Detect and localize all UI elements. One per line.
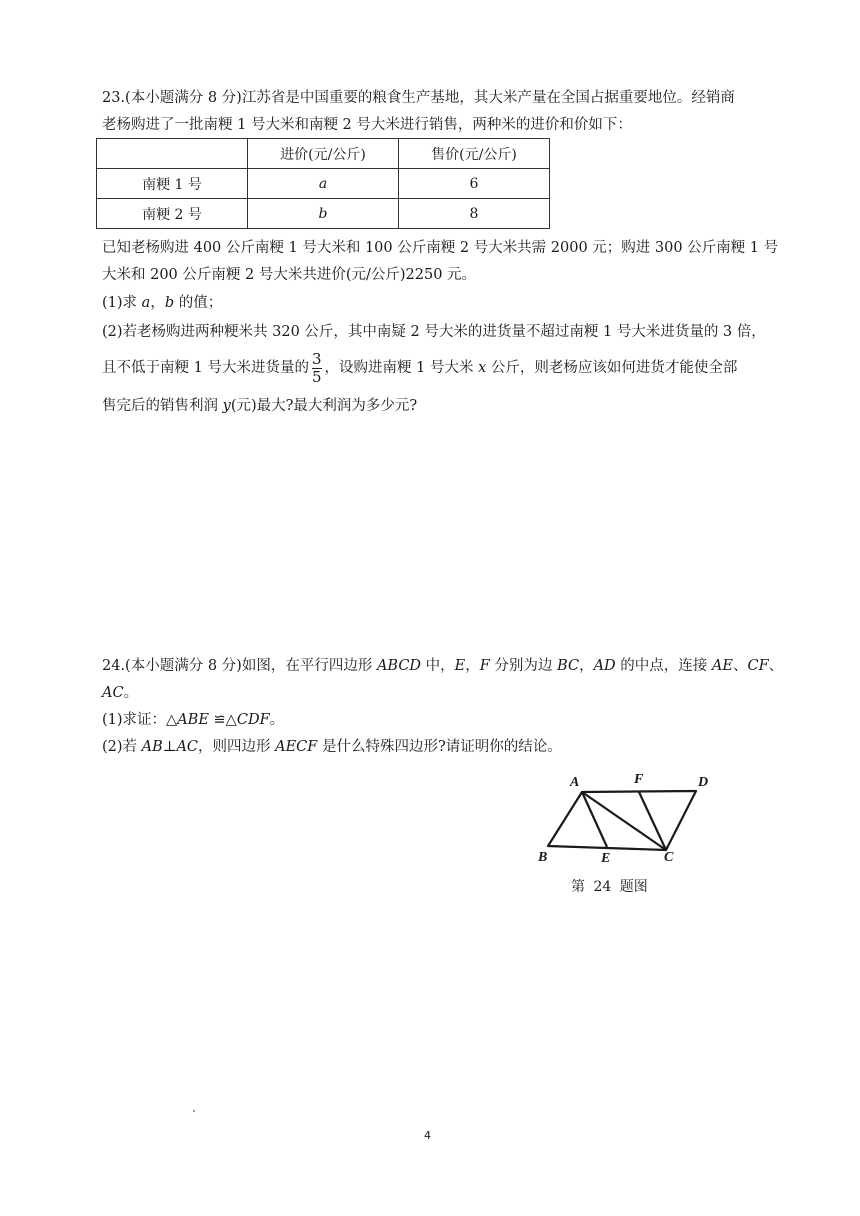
table-cell: 南粳 2 号 <box>97 199 248 229</box>
text: 是什么特殊四边形?请证明你的结论。 <box>317 739 562 755</box>
q24-part1 <box>102 710 760 730</box>
table-header-cell: 进价(元/公斤) <box>248 139 399 169</box>
page-number: 4 <box>424 1129 431 1142</box>
q23-line4: 大米和 200 公斤南粳 2 号大米共进价(元/公斤)2250 元。 <box>102 267 477 283</box>
var-b: b <box>164 295 175 311</box>
price-table <box>96 138 550 229</box>
text: ≌△ <box>208 712 237 728</box>
text: 的值； <box>174 295 223 311</box>
math-e: E <box>454 658 466 674</box>
math-ad: AD <box>593 658 616 674</box>
label-a: A <box>570 775 580 790</box>
q23-line2: 老杨购进了一批南粳 1 号大米和南粳 2 号大米进行销售，两种米的进价和价如下： <box>102 117 632 133</box>
fraction <box>312 351 322 386</box>
label-c: C <box>664 850 674 865</box>
text: 24.(本小题满分 8 分)如图，在平行四边形 <box>102 658 377 674</box>
text: 公斤，则老杨应该如何进货才能使全部 <box>486 360 738 376</box>
fraction-denominator: 5 <box>311 367 322 386</box>
text: ， <box>579 658 594 674</box>
var-y: y <box>222 398 231 414</box>
text: ， <box>465 658 480 674</box>
table-header-row <box>97 139 550 169</box>
math-abcd: ABCD <box>376 658 422 674</box>
math-cdf: CDF <box>236 712 270 728</box>
text: (2)若 <box>102 739 142 755</box>
table-row <box>97 199 550 229</box>
label-e: E <box>601 851 611 866</box>
text: (元)最大?最大利润为多少元? <box>230 398 418 414</box>
math-ae: AE <box>711 658 733 674</box>
math-cf: CF <box>747 658 769 674</box>
q23-part2-line3 <box>102 396 760 416</box>
table-row <box>97 169 550 199</box>
var-x: x <box>478 360 487 376</box>
label-f: F <box>634 772 644 787</box>
fraction-numerator: 3 <box>311 349 322 368</box>
math-f: F <box>479 658 490 674</box>
q24-line1 <box>102 656 784 676</box>
text: ，则四边形 <box>198 739 276 755</box>
text: 售完后的销售利润 <box>102 398 223 414</box>
table-header-cell <box>97 139 248 169</box>
text: 分别为边 <box>489 658 558 674</box>
math-ab: AB <box>141 739 163 755</box>
math-ac: AC <box>176 739 199 755</box>
table-cell: b <box>248 199 399 229</box>
text: (1)求 <box>102 295 142 311</box>
stray-mark <box>193 1110 195 1112</box>
text: 、 <box>768 658 784 674</box>
q24-part2 <box>102 737 760 757</box>
figure-caption: 第 24 题图 <box>571 879 648 895</box>
label-b: B <box>538 850 548 865</box>
text: 。 <box>269 712 285 728</box>
text: ， <box>150 295 165 311</box>
text: 且不低于南粳 1 号大米进货量的 <box>102 360 309 376</box>
table-cell: 8 <box>399 199 550 229</box>
math-bc: BC <box>557 658 580 674</box>
text: 、 <box>732 658 748 674</box>
parallelogram-figure <box>530 764 730 874</box>
q24-line2 <box>102 683 760 703</box>
q23-part1 <box>102 293 760 313</box>
text: ，设购进南粳 1 号大米 <box>324 360 479 376</box>
label-d: D <box>698 775 709 790</box>
q23-line3: 已知老杨购进 400 公斤南粳 1 号大米和 100 公斤南粳 2 号大米共需 2000 元；购进 300 公斤南粳 1 号 <box>102 240 779 256</box>
q23-line1: 23.(本小题满分 8 分)江苏省是中国重要的粮食生产基地，其大米产量在全国占据重要地位。经销商 <box>102 90 735 106</box>
text: 。 <box>123 685 139 701</box>
table-header-cell: 售价(元/公斤) <box>399 139 550 169</box>
var-a: a <box>141 295 151 311</box>
text: ⊥ <box>162 739 177 755</box>
math-abe: ABE <box>177 712 209 728</box>
text: (1)求证：△ <box>102 712 178 728</box>
table-cell: 6 <box>399 169 550 199</box>
math-ac: AC <box>102 685 124 701</box>
math-aecf: AECF <box>275 739 318 755</box>
text: 中， <box>421 658 455 674</box>
table-cell: 南粳 1 号 <box>97 169 248 199</box>
q23-part2-line2 <box>102 346 760 390</box>
text: 的中点，连接 <box>615 658 712 674</box>
q23-part2-line1: (2)若老杨购进两种粳米共 320 公斤，其中南疑 2 号大米的进货量不超过南粳 1 号大米进货量的 3 倍， <box>102 324 766 340</box>
table-cell: a <box>248 169 399 199</box>
